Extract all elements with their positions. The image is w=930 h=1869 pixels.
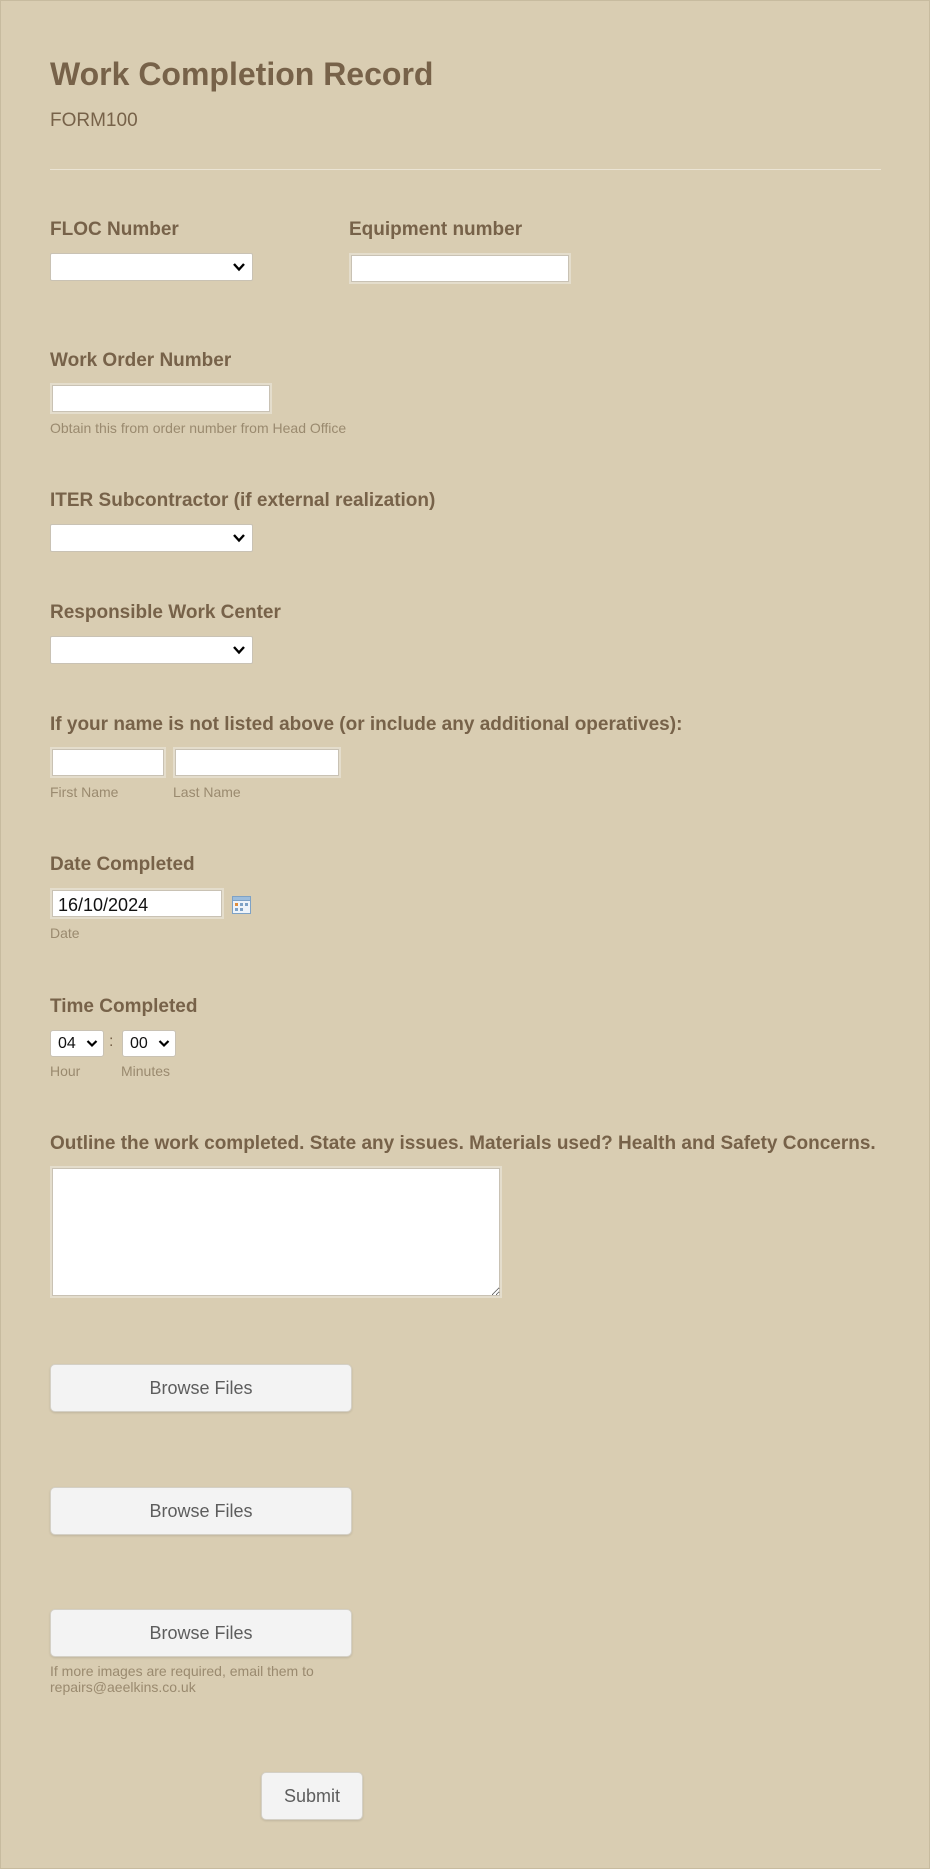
outline-textarea[interactable] <box>50 1166 502 1298</box>
first-name-input[interactable] <box>50 747 166 778</box>
chevron-down-icon <box>232 644 246 656</box>
chevron-down-icon <box>232 532 246 544</box>
chevron-down-icon <box>158 1038 170 1049</box>
minutes-value: 00 <box>130 1035 148 1052</box>
hour-value: 04 <box>58 1035 76 1052</box>
form-title: Work Completion Record <box>50 56 434 92</box>
upload-hint-line1: If more images are required, email them to <box>50 1663 314 1679</box>
last-name-input[interactable] <box>173 747 341 778</box>
name-label: If your name is not listed above (or include any additional operatives): <box>50 714 683 735</box>
header-divider <box>50 169 881 170</box>
work-order-hint: Obtain this from order number from Head Office <box>50 420 347 436</box>
floc-label: FLOC Number <box>50 219 179 240</box>
date-label: Date Completed <box>50 854 195 875</box>
date-hint: Date <box>50 925 80 941</box>
submit-button[interactable]: Submit <box>261 1772 363 1820</box>
browse-files-button-3[interactable]: Browse Files <box>50 1609 352 1657</box>
work-center-select[interactable] <box>50 636 253 664</box>
upload-hint-line2: repairs@aeelkins.co.uk <box>50 1679 196 1695</box>
browse-files-button-1[interactable]: Browse Files <box>50 1364 352 1412</box>
calendar-icon[interactable] <box>232 896 251 914</box>
work-order-input[interactable] <box>50 383 272 414</box>
work-center-label: Responsible Work Center <box>50 602 281 623</box>
last-name-hint: Last Name <box>173 784 241 800</box>
minutes-hint: Minutes <box>121 1063 171 1079</box>
browse-files-button-2[interactable]: Browse Files <box>50 1487 352 1535</box>
equipment-label: Equipment number <box>349 219 523 240</box>
subcontractor-label: ITER Subcontractor (if external realization) <box>50 490 436 511</box>
outline-label: Outline the work completed. State any issues. Materials used? Health and Safety Concerns. <box>50 1133 876 1154</box>
time-label: Time Completed <box>50 996 198 1017</box>
chevron-down-icon <box>232 261 246 273</box>
hour-hint: Hour <box>50 1063 81 1079</box>
floc-select[interactable] <box>50 253 253 281</box>
hour-select[interactable] <box>50 1030 104 1057</box>
first-name-hint: First Name <box>50 784 119 800</box>
chevron-down-icon <box>86 1038 98 1049</box>
time-separator: : <box>109 1033 114 1050</box>
equipment-input[interactable] <box>349 253 571 284</box>
upload-hint <box>50 1663 314 1695</box>
minutes-select[interactable] <box>122 1030 176 1057</box>
date-input[interactable]: 16/10/2024 <box>50 888 224 919</box>
form-subtitle: FORM100 <box>50 110 138 131</box>
work-order-label: Work Order Number <box>50 350 232 371</box>
subcontractor-select[interactable] <box>50 524 253 552</box>
